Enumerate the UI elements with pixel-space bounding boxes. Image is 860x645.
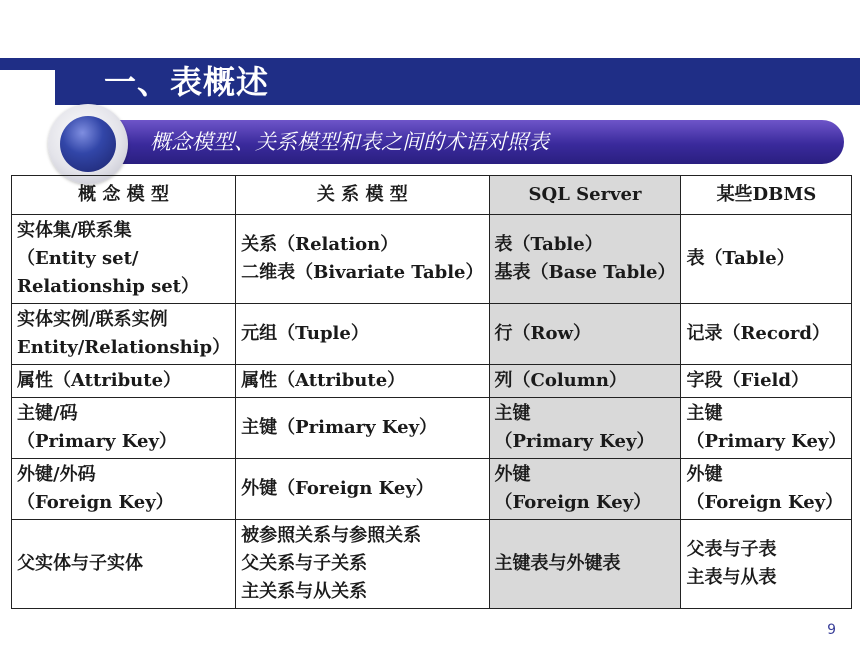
table-row	[12, 520, 852, 609]
cell-text-line: （Primary Key）	[494, 431, 655, 452]
table-row	[12, 459, 852, 520]
cell-text-line: 实体集/联系集	[17, 220, 132, 241]
cell-text-line: （Foreign Key）	[17, 492, 174, 513]
cell-text-line: 二维表（Bivariate Table）	[241, 262, 484, 283]
cell-sql-server	[489, 520, 681, 609]
cell-concept	[12, 520, 236, 609]
cell-text-line: （Foreign Key）	[494, 492, 652, 513]
cell-text-line: 实体实例/联系实例	[17, 309, 168, 330]
cell-text-line: 元组（Tuple）	[241, 323, 369, 344]
cell-text-line: 主键	[494, 403, 531, 424]
cell-text-line: 关系（Relation）	[241, 234, 399, 255]
cell-text-line: 外键/外码	[17, 464, 96, 485]
cell-text-line: （Foreign Key）	[686, 492, 844, 513]
cell-text-line: （Primary Key）	[17, 431, 177, 452]
cell-text-line: 表（Table）	[494, 234, 603, 255]
cell-text-line: 字段（Field）	[686, 370, 809, 391]
cell-text-line: 主键表与外键表	[494, 553, 621, 574]
slide-title: 一、表概述	[104, 63, 270, 101]
table-header-row	[12, 176, 852, 215]
decorative-orb-icon	[60, 116, 116, 172]
cell-dbms	[681, 459, 852, 520]
table-row	[12, 304, 852, 365]
cell-concept	[12, 304, 236, 365]
cell-text-line: （Entity set/	[17, 248, 139, 269]
cell-text-line: 行（Row）	[494, 323, 591, 344]
page-number: 9	[827, 622, 836, 638]
table-row	[12, 215, 852, 304]
cell-dbms	[681, 365, 852, 398]
cell-text-line: Entity/Relationship）	[17, 337, 231, 358]
header-concept-model: 概 念 模 型	[12, 176, 236, 215]
title-notch	[0, 70, 55, 105]
table-row	[12, 398, 852, 459]
cell-dbms	[681, 215, 852, 304]
cell-concept	[12, 215, 236, 304]
header-relational-model: 关 系 模 型	[236, 176, 489, 215]
table-row	[12, 365, 852, 398]
cell-sql-server	[489, 398, 681, 459]
cell-relational	[236, 365, 489, 398]
cell-sql-server	[489, 304, 681, 365]
cell-relational	[236, 215, 489, 304]
cell-text-line: 属性（Attribute）	[17, 370, 182, 391]
cell-relational	[236, 520, 489, 609]
cell-text-line: 外键（Foreign Key）	[241, 478, 434, 499]
cell-sql-server	[489, 215, 681, 304]
cell-text-line: Relationship set）	[17, 276, 199, 297]
cell-text-line: 属性（Attribute）	[241, 370, 406, 391]
table-body	[12, 215, 852, 609]
cell-text-line: 表（Table）	[686, 248, 795, 269]
cell-concept	[12, 398, 236, 459]
cell-text-line: 外键	[686, 464, 723, 485]
cell-dbms	[681, 398, 852, 459]
header-sql-server: SQL Server	[489, 176, 681, 215]
cell-text-line: 主键	[686, 403, 723, 424]
cell-text-line: 父关系与子关系	[241, 553, 368, 574]
cell-text-line: 基表（Base Table）	[494, 262, 676, 283]
cell-text-line: 列（Column）	[494, 370, 627, 391]
cell-concept	[12, 365, 236, 398]
cell-concept	[12, 459, 236, 520]
cell-text-line: 主关系与从关系	[241, 581, 368, 602]
cell-relational	[236, 459, 489, 520]
cell-text-line: 外键	[494, 464, 531, 485]
cell-text-line: 主表与从表	[686, 567, 777, 588]
header-some-dbms: 某些DBMS	[681, 176, 852, 215]
cell-text-line: 记录（Record）	[686, 323, 830, 344]
cell-relational	[236, 398, 489, 459]
cell-text-line: 主键/码	[17, 403, 78, 424]
cell-relational	[236, 304, 489, 365]
cell-text-line: （Primary Key）	[686, 431, 847, 452]
cell-dbms	[681, 304, 852, 365]
cell-sql-server	[489, 459, 681, 520]
cell-text-line: 主键（Primary Key）	[241, 417, 438, 438]
terminology-table	[11, 175, 852, 609]
cell-text-line: 父实体与子实体	[17, 553, 143, 574]
cell-text-line: 被参照关系与参照关系	[241, 525, 422, 546]
subtitle-text: 概念模型、关系模型和表之间的术语对照表	[150, 130, 549, 154]
cell-text-line: 父表与子表	[686, 539, 777, 560]
cell-dbms	[681, 520, 852, 609]
cell-sql-server	[489, 365, 681, 398]
